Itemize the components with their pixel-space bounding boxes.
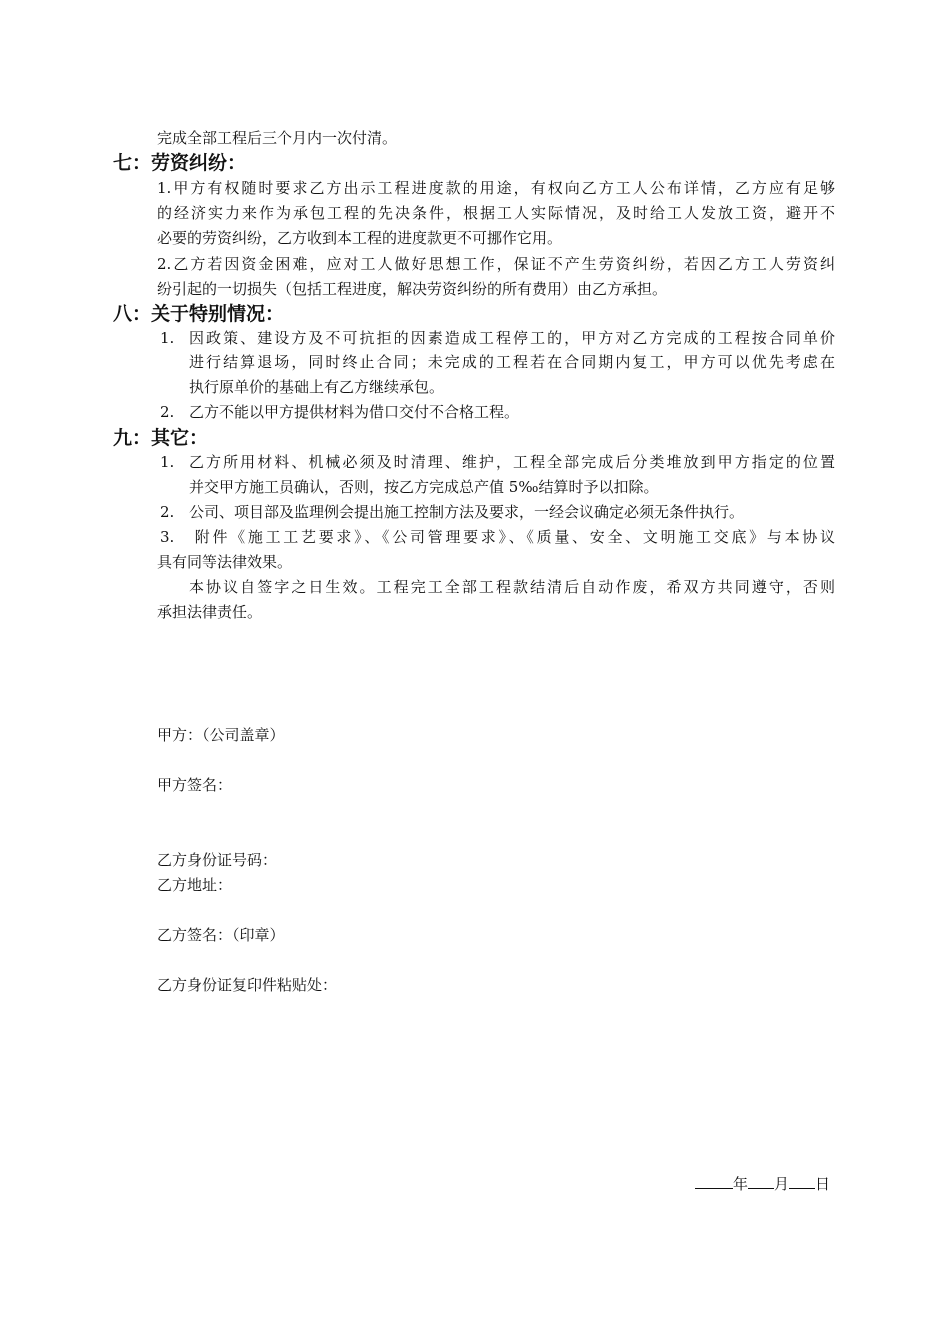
year-blank xyxy=(695,1172,733,1189)
day-label: 日 xyxy=(815,1175,831,1193)
s8-item1-line3: 执行原单价的基础上有乙方继续承包。 xyxy=(189,378,445,396)
month-blank xyxy=(748,1172,774,1189)
s8-item2-number: 2. xyxy=(160,403,175,421)
day-blank xyxy=(789,1172,815,1189)
party-b-address: 乙方地址： xyxy=(157,876,233,894)
s9-item1-number: 1. xyxy=(160,453,175,471)
s7-p1-line3: 必要的劳资纠纷，乙方收到本工程的进度款更不可挪作它用。 xyxy=(157,229,563,247)
intro-line: 完成全部工程后三个月内一次付清。 xyxy=(157,129,398,147)
date-line xyxy=(695,1172,830,1196)
s8-item1-line1: 因政策、建设方及不可抗拒的因素造成工程停工的，甲方对乙方完成的工程按合同单价 xyxy=(189,329,835,347)
s9-item3-line2: 具有同等法律效果。 xyxy=(157,553,293,571)
s9-item2-line1: 公司、项目部及监理例会提出施工控制方法及要求，一经会议确定必须无条件执行。 xyxy=(189,503,745,521)
party-a-seal: 甲方：（公司盖章） xyxy=(157,726,285,744)
s9-item2-number: 2. xyxy=(160,503,175,521)
year-label: 年 xyxy=(733,1175,749,1193)
s7-p2-line1: 2.乙方若因资金困难，应对工人做好思想工作，保证不产生劳资纠纷，若因乙方工人劳资纠 xyxy=(157,255,835,273)
party-b-signature: 乙方签名：（印章） xyxy=(157,926,285,944)
section-8-heading: 八：关于特别情况： xyxy=(113,303,285,325)
party-a-signature: 甲方签名： xyxy=(157,776,233,794)
s9-item1-line1: 乙方所用材料、机械必须及时清理、维护，工程全部完成后分类堆放到甲方指定的位置 xyxy=(189,453,835,471)
s8-item2-line1: 乙方不能以甲方提供材料为借口交付不合格工程。 xyxy=(189,403,520,421)
section-7-heading: 七：劳资纠纷： xyxy=(113,152,247,174)
s9-item3-line1: 3. 附件《施工工艺要求》、《公司管理要求》、《质量、安全、文明施工交底》与本协议 xyxy=(160,528,835,546)
s8-item1-line2: 进行结算退场，同时终止合同；未完成的工程若在合同期内复工，甲方可以优先考虑在 xyxy=(189,353,835,371)
s8-item1-number: 1. xyxy=(160,329,175,347)
closing-line1: 本协议自签字之日生效。工程完工全部工程款结清后自动作废，希双方共同遵守，否则 xyxy=(189,578,835,596)
party-b-id-copy-area: 乙方身份证复印件粘贴处： xyxy=(157,976,338,994)
s7-p1-line1: 1.甲方有权随时要求乙方出示工程进度款的用途，有权向乙方工人公布详情，乙方应有足够 xyxy=(157,179,835,197)
closing-line2: 承担法律责任。 xyxy=(157,603,263,621)
s9-item1-line2: 并交甲方施工员确认，否则，按乙方完成总产值 5‰结算时予以扣除。 xyxy=(189,478,659,496)
month-label: 月 xyxy=(774,1175,790,1193)
s7-p2-line2: 纷引起的一切损失（包括工程进度，解决劳资纠纷的所有费用）由乙方承担。 xyxy=(157,280,668,298)
party-b-id-number: 乙方身份证号码： xyxy=(157,851,278,869)
section-9-heading: 九：其它： xyxy=(113,427,209,449)
s7-p1-line2: 的经济实力来作为承包工程的先决条件，根据工人实际情况，及时给工人发放工资，避开不 xyxy=(157,204,835,222)
